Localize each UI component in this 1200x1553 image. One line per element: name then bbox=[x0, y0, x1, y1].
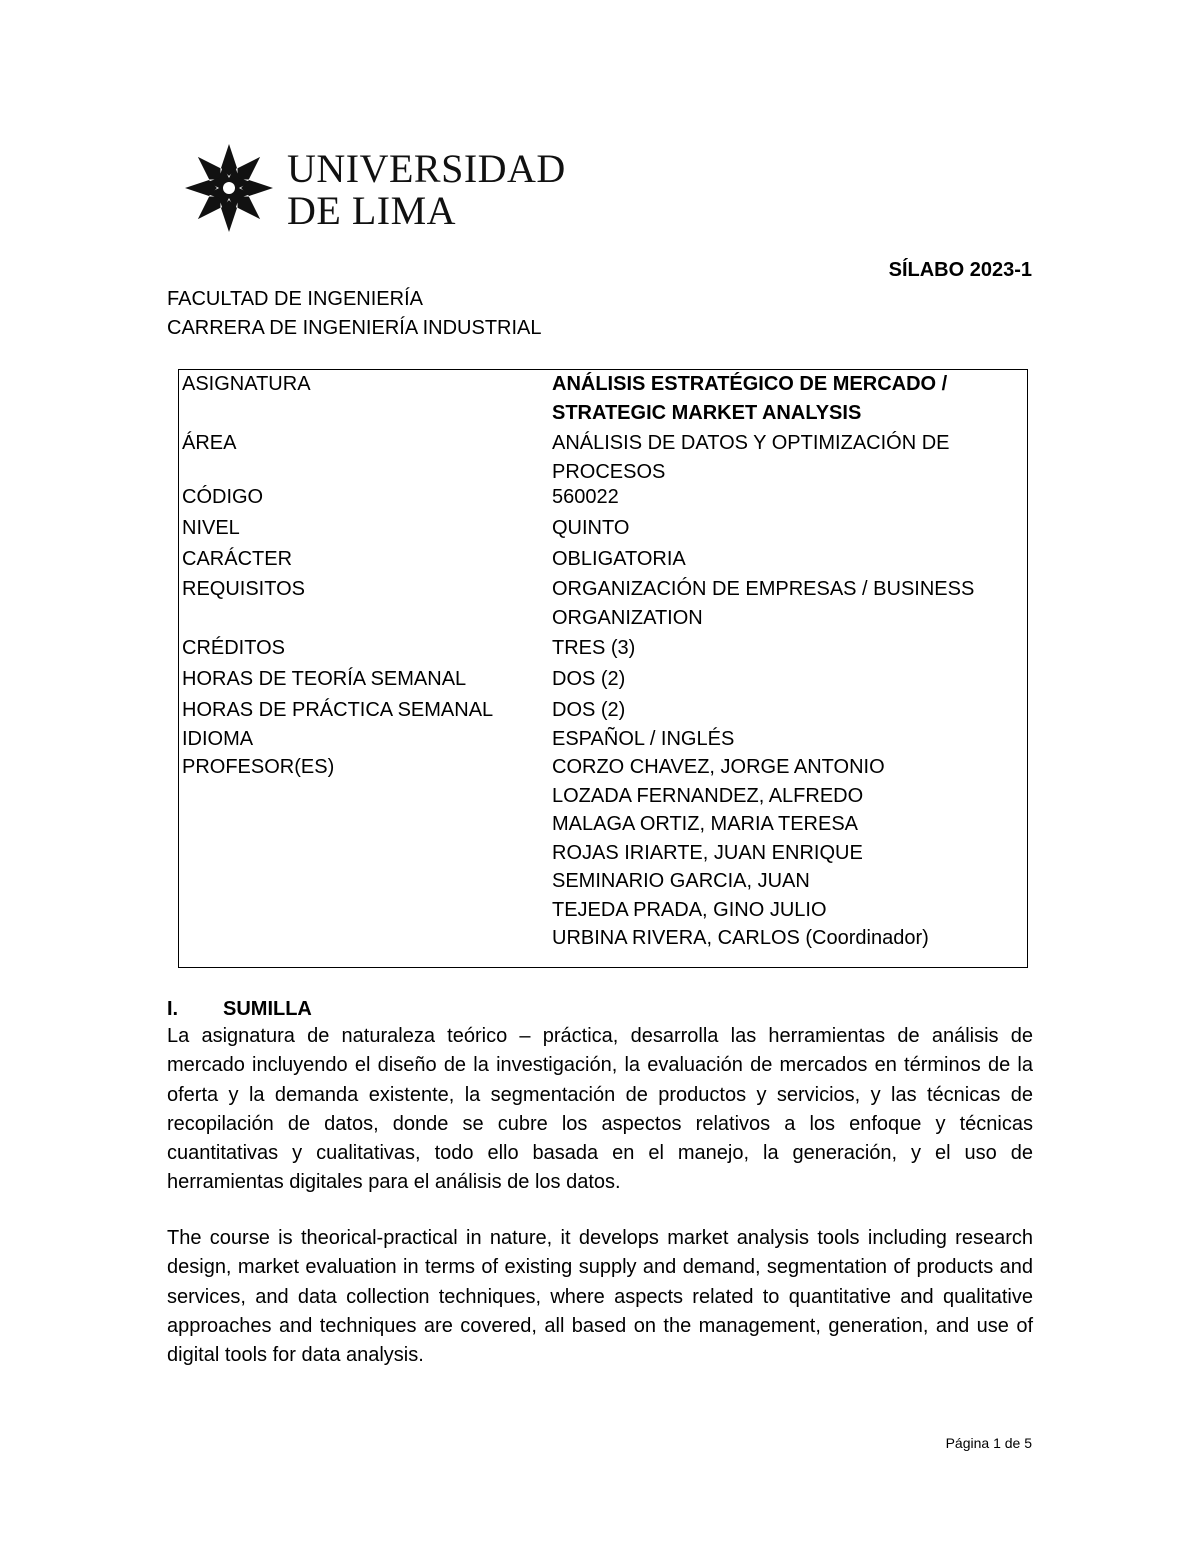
sumilla-paragraph-es: La asignatura de naturaleza teórico – práctica, desarrolla las herramientas de análisis de mercado incluyendo el diseño de la investigación, la evaluación de mercados en términos de la oferta y la demanda existente, la segmentación de productos y servicios, y las técnicas de recopilación de datos, donde se cubre los aspectos relativos a los enfoque y técnicas cuantitativas y cualitativas, todo ello basada en el manejo, la generación, y el uso de herramientas digitales para el análisis de los datos. bbox=[167, 1025, 1033, 1194]
profesor-item: CORZO CHAVEZ, JORGE ANTONIO bbox=[552, 756, 885, 778]
idioma-value: ESPAÑOL / INGLÉS bbox=[552, 728, 735, 750]
requisitos-value-2: ORGANIZATION bbox=[552, 606, 703, 629]
faculty-block bbox=[167, 285, 542, 343]
star-emblem-icon bbox=[183, 142, 275, 234]
asignatura-label: ASIGNATURA bbox=[182, 373, 311, 395]
creditos-label: CRÉDITOS bbox=[182, 637, 285, 659]
logo-text-line1: UNIVERSIDAD bbox=[287, 146, 566, 191]
logo-wordmark bbox=[287, 148, 566, 232]
nivel-label: NIVEL bbox=[182, 517, 240, 539]
creditos-value: TRES (3) bbox=[552, 637, 636, 659]
area-value-2: PROCESOS bbox=[552, 460, 666, 483]
requisitos-value-1: ORGANIZACIÓN DE EMPRESAS / BUSINESS bbox=[552, 578, 975, 600]
nivel-value: QUINTO bbox=[552, 517, 630, 539]
section-title: SUMILLA bbox=[223, 998, 312, 1020]
caracter-value: OBLIGATORIA bbox=[552, 548, 686, 570]
horas-practica-label: HORAS DE PRÁCTICA SEMANAL bbox=[182, 699, 494, 721]
codigo-value: 560022 bbox=[552, 486, 619, 508]
section-number: I. bbox=[167, 998, 179, 1020]
horas-teoria-value: DOS (2) bbox=[552, 668, 626, 690]
caracter-label: CARÁCTER bbox=[182, 548, 293, 570]
university-logo bbox=[183, 142, 566, 238]
logo-text-line2: DE LIMA bbox=[287, 188, 457, 233]
faculty-name: FACULTAD DE INGENIERÍA bbox=[167, 288, 423, 310]
asignatura-value-2: STRATEGIC MARKET ANALYSIS bbox=[552, 401, 862, 424]
profesor-item: LOZADA FERNANDEZ, ALFREDO bbox=[552, 784, 864, 807]
requisitos-label: REQUISITOS bbox=[182, 578, 305, 600]
area-value-1: ANÁLISIS DE DATOS Y OPTIMIZACIÓN DE bbox=[552, 432, 950, 454]
profesor-item: MALAGA ORTIZ, MARIA TERESA bbox=[552, 813, 859, 835]
horas-teoria-label: HORAS DE TEORÍA SEMANAL bbox=[182, 668, 467, 690]
codigo-label: CÓDIGO bbox=[182, 486, 264, 508]
profesor-item: SEMINARIO GARCIA, JUAN bbox=[552, 870, 810, 892]
section-heading-sumilla bbox=[167, 995, 312, 1023]
profesores-label: PROFESOR(ES) bbox=[182, 756, 335, 778]
career-name: CARRERA DE INGENIERÍA INDUSTRIAL bbox=[167, 317, 542, 339]
syllabus-label: SÍLABO 2023-1 bbox=[888, 259, 1032, 281]
horas-practica-value: DOS (2) bbox=[552, 699, 626, 721]
idioma-label: IDIOMA bbox=[182, 728, 254, 750]
sumilla-paragraph-en: The course is theorical-practical in nature, it develops market analysis tools including research design, market evaluation in terms of existing supply and demand, segmentation of products and services, and data collection techniques, where aspects related to quantitative and qualitative approaches and techniques are covered, all based on the management, generation, and use of digital tools for data analysis. bbox=[167, 1227, 1033, 1367]
profesor-item: URBINA RIVERA, CARLOS (Coordinador) bbox=[552, 927, 929, 949]
page-number: Página 1 de 5 bbox=[945, 1435, 1032, 1451]
course-info-table bbox=[178, 369, 1028, 968]
profesor-item: ROJAS IRIARTE, JUAN ENRIQUE bbox=[552, 841, 863, 864]
profesor-item: TEJEDA PRADA, GINO JULIO bbox=[552, 898, 827, 921]
area-label: ÁREA bbox=[182, 432, 237, 454]
asignatura-value-1: ANÁLISIS ESTRATÉGICO DE MERCADO / bbox=[552, 373, 948, 395]
